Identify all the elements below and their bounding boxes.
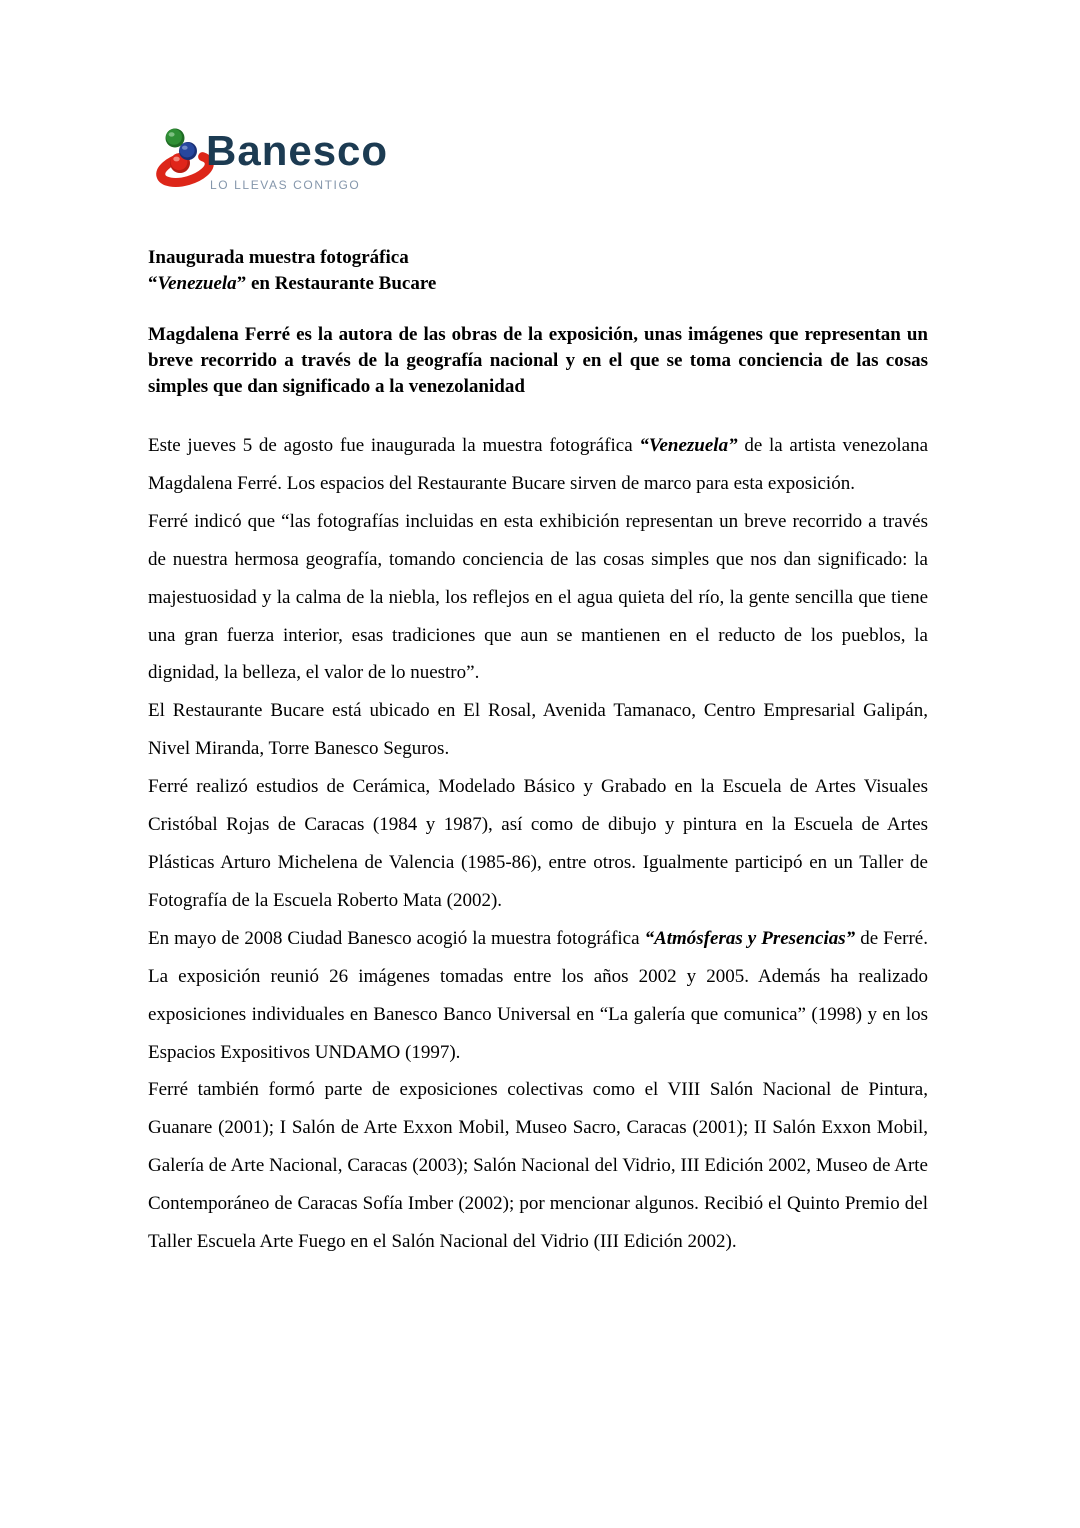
banesco-logo xyxy=(148,118,448,210)
article-body xyxy=(148,245,928,1261)
paragraph-2 xyxy=(148,503,928,693)
paragraph-1-text: “Venezuela” xyxy=(639,435,738,456)
paragraph-6-text: Ferré también formó parte de exposiciones colectivas como el VIII Salón Nacional de Pintura, Guanare (2001); I Salón de Arte Exxon Mobil, Museo Sacro, Caracas (2001); II Salón Exxon Mobil, Galería de Arte Nacional, Caracas (2003); Salón Nacional del Vidrio, III Edición 2002, Museo de Arte Contemporáneo de Caracas Sofía Imber (2002); por mencionar algunos. Recibió el Quinto Premio del Taller Escuela Arte Fuego en el Salón Nacional del Vidrio (III Edición 2002). xyxy=(148,1079,928,1253)
article-title-text: Inaugurada muestra fotográfica xyxy=(148,247,409,268)
banesco-wordmark: Banesco xyxy=(206,127,389,174)
paragraph-5 xyxy=(148,920,928,1072)
paragraph-5-text: En mayo de 2008 Ciudad Banesco acogió la muestra fotográfica xyxy=(148,927,645,949)
paragraph-3 xyxy=(148,692,928,768)
article-title xyxy=(148,245,928,296)
paragraph-2-text: Ferré indicó que “las fotografías incluidas en esta exhibición representan un breve recorrido a través de nuestra hermosa geografía, tomando conciencia de las cosas simples que nos dan significado: la majestuosidad y la calma de la niebla, los reflejos en el agua quieta del río, la gente sencilla que tiene una gran fuerza interior, esas tradiciones que aun se mantienen en el reducto de los pueblos, la dignidad, la belleza, el valor de lo nuestro”. xyxy=(148,510,928,684)
paragraph-4 xyxy=(148,768,928,920)
article-title-text: Venezuela xyxy=(157,272,237,294)
paragraph-4-text: Ferré realizó estudios de Cerámica, Modelado Básico y Grabado en la Escuela de Artes Visuales Cristóbal Rojas de Caracas (1984 y 1987), así como de dibujo y pintura en la Escuela de Artes Plásticas Arturo Michelena de Valencia (1985-86), entre otros. Igualmente participó en un Taller de Fotografía de la Escuela Roberto Mata (2002). xyxy=(148,776,928,911)
paragraph-6 xyxy=(148,1071,928,1261)
banesco-tagline: LO LLEVAS CONTIGO xyxy=(210,178,361,192)
paragraph-5-text: de Ferré. La exposición reunió 26 imágenes tomadas entre los años 2002 y 2005. Además ha realizado exposiciones individuales en Banesco Banco Universal en “La galería que comunica” (1998) y en los Espacios Expositivos UNDAMO (1997). xyxy=(148,927,928,1063)
article-lede xyxy=(148,322,928,400)
article-lede-text: Magdalena Ferré es la autora de las obras de la exposición, unas imágenes que representan un breve recorrido a través de la geografía nacional y en el que se toma conciencia de las cosas simples que dan significado a la venezolanidad xyxy=(148,324,928,397)
paragraph-1 xyxy=(148,427,928,503)
article-title-text: “ xyxy=(148,272,158,294)
paragraph-5-text: “Atmósferas y Presencias” xyxy=(644,927,856,949)
article-title-text: ” en Restaurante Bucare xyxy=(236,272,437,294)
paragraph-1-text: de la artista venezolana Magdalena Ferré. Los espacios del Restaurante Bucare sirven de marco para esta exposición. xyxy=(148,435,929,494)
paragraph-3-text: El Restaurante Bucare está ubicado en El Rosal, Avenida Tamanaco, Centro Empresarial Galipán, Nivel Miranda, Torre Banesco Seguros. xyxy=(148,700,928,760)
paragraph-1-text: Este jueves 5 de agosto fue inaugurada la muestra fotográfica xyxy=(148,435,640,456)
